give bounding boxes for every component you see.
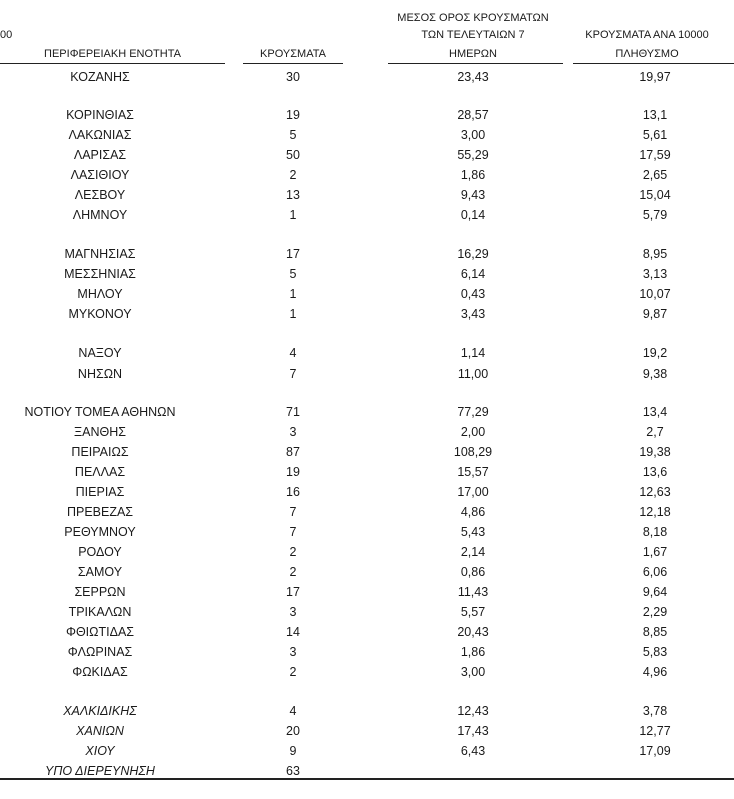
avg7-cell: 12,43 — [457, 704, 489, 718]
per10k-cell: 2,65 — [642, 168, 668, 182]
region-cell: ΣΕΡΡΩΝ — [74, 585, 126, 599]
cases-cell: 1 — [289, 287, 297, 301]
per10k-cell: 12,63 — [639, 485, 671, 499]
avg7-cell: 17,43 — [457, 724, 489, 738]
region-cell: ΛΑΚΩΝΙΑΣ — [68, 128, 132, 142]
avg7-cell: 0,14 — [460, 208, 486, 222]
header-avg7-line2: ΤΩΝ ΤΕΛΕΥΤΑΙΩΝ 7 — [421, 29, 525, 41]
bottom-rule — [0, 778, 734, 780]
avg7-cell: 1,86 — [460, 168, 486, 182]
avg7-cell: 17,00 — [457, 485, 489, 499]
region-cell: ΚΟΡΙΝΘΙΑΣ — [66, 108, 134, 122]
region-cell: ΦΩΚΙΔΑΣ — [72, 665, 128, 679]
avg7-cell: 5,43 — [460, 525, 486, 539]
avg7-cell: 16,29 — [457, 247, 489, 261]
per10k-cell: 8,18 — [642, 525, 668, 539]
header-avg7-line3: ΗΜΕΡΩΝ — [449, 48, 497, 60]
cases-cell: 4 — [289, 346, 297, 360]
cases-cell: 2 — [289, 565, 297, 579]
per10k-cell: 19,38 — [639, 445, 671, 459]
avg7-cell: 11,00 — [457, 367, 489, 381]
region-cell: ΜΥΚΟΝΟΥ — [68, 307, 132, 321]
cases-cell: 4 — [289, 704, 297, 718]
avg7-cell: 1,86 — [460, 645, 486, 659]
region-cell: ΜΑΓΝΗΣΙΑΣ — [64, 247, 136, 261]
per10k-cell: 9,38 — [642, 367, 668, 381]
region-cell: ΡΕΘΥΜΝΟΥ — [64, 525, 136, 539]
per10k-cell: 17,09 — [639, 744, 671, 758]
per10k-cell: 1,67 — [642, 545, 668, 559]
avg7-cell: 3,00 — [460, 128, 486, 142]
region-cell: ΡΟΔΟΥ — [78, 545, 122, 559]
header-underline-per10k — [573, 63, 734, 64]
header-per10k-line2: ΠΛΗΘΥΣΜΟ — [615, 48, 679, 60]
header-fragment: 00 — [0, 29, 13, 41]
per10k-cell: 3,78 — [642, 704, 668, 718]
per10k-cell: 4,96 — [642, 665, 668, 679]
region-cell: ΝΟΤΙΟΥ ΤΟΜΕΑ ΑΘΗΝΩΝ — [24, 405, 176, 419]
avg7-cell: 0,86 — [460, 565, 486, 579]
region-cell: ΠΡΕΒΕΖΑΣ — [66, 505, 134, 519]
region-cell: ΚΟΖΑΝΗΣ — [70, 70, 130, 84]
cases-cell: 19 — [286, 108, 300, 122]
avg7-cell: 3,43 — [460, 307, 486, 321]
cases-cell: 20 — [286, 724, 300, 738]
cases-cell: 14 — [286, 625, 300, 639]
avg7-cell: 2,00 — [460, 425, 486, 439]
per10k-cell: 13,1 — [642, 108, 668, 122]
per10k-cell: 19,97 — [639, 70, 671, 84]
region-cell: ΝΑΞΟΥ — [78, 346, 122, 360]
per10k-cell: 5,83 — [642, 645, 668, 659]
per10k-cell: 13,4 — [642, 405, 668, 419]
per10k-cell: 10,07 — [639, 287, 671, 301]
region-cell: ΛΑΣΙΘΙΟΥ — [70, 168, 130, 182]
header-cases: ΚΡΟΥΣΜΑΤΑ — [260, 48, 326, 60]
cases-cell: 7 — [289, 505, 297, 519]
avg7-cell: 6,14 — [460, 267, 486, 281]
cases-cell: 87 — [286, 445, 300, 459]
cases-cell: 9 — [289, 744, 297, 758]
region-cell: ΛΑΡΙΣΑΣ — [73, 148, 127, 162]
avg7-cell: 5,57 — [460, 605, 486, 619]
avg7-cell: 3,00 — [460, 665, 486, 679]
region-cell: ΠΕΛΛΑΣ — [74, 465, 126, 479]
avg7-cell: 11,43 — [457, 585, 489, 599]
region-cell: ΧΙΟΥ — [85, 744, 115, 758]
per10k-cell: 5,61 — [642, 128, 668, 142]
cases-cell: 2 — [289, 168, 297, 182]
header-underline-avg7 — [388, 63, 563, 64]
per10k-cell: 15,04 — [639, 188, 671, 202]
per10k-cell: 17,59 — [639, 148, 671, 162]
region-cell: ΞΑΝΘΗΣ — [74, 425, 126, 439]
region-cell: ΜΗΛΟΥ — [77, 287, 123, 301]
cases-cell: 19 — [286, 465, 300, 479]
header-underline-cases — [243, 63, 343, 64]
avg7-cell: 20,43 — [457, 625, 489, 639]
per10k-cell: 9,64 — [642, 585, 668, 599]
per10k-cell: 19,2 — [642, 346, 668, 360]
cases-cell: 3 — [289, 605, 297, 619]
avg7-cell: 23,43 — [457, 70, 489, 84]
per10k-cell: 8,95 — [642, 247, 668, 261]
avg7-cell: 0,43 — [460, 287, 486, 301]
region-cell: ΜΕΣΣΗΝΙΑΣ — [64, 267, 136, 281]
cases-cell: 2 — [289, 545, 297, 559]
header-per10k-line1: ΚΡΟΥΣΜΑΤΑ ΑΝΑ 10000 — [585, 29, 709, 41]
cases-cell: 17 — [286, 247, 300, 261]
region-cell: ΦΘΙΩΤΙΔΑΣ — [65, 625, 135, 639]
cases-cell: 2 — [289, 665, 297, 679]
avg7-cell: 108,29 — [453, 445, 493, 459]
avg7-cell: 15,57 — [457, 465, 489, 479]
cases-cell: 5 — [289, 128, 297, 142]
cases-cell: 17 — [286, 585, 300, 599]
per10k-cell: 13,6 — [642, 465, 668, 479]
cases-cell: 1 — [289, 208, 297, 222]
header-underline-region — [0, 63, 225, 64]
region-cell: ΦΛΩΡΙΝΑΣ — [67, 645, 133, 659]
region-cell: ΧΑΝΙΩΝ — [76, 724, 124, 738]
per10k-cell: 2,29 — [642, 605, 668, 619]
region-cell: ΠΕΙΡΑΙΩΣ — [71, 445, 129, 459]
cases-cell: 71 — [286, 405, 300, 419]
region-cell: ΥΠΟ ΔΙΕΡΕΥΝΗΣΗ — [45, 764, 155, 778]
per10k-cell: 2,7 — [646, 425, 664, 439]
region-cell: ΛΕΣΒΟΥ — [74, 188, 126, 202]
region-cell: ΧΑΛΚΙΔΙΚΗΣ — [63, 704, 137, 718]
cases-cell: 13 — [286, 188, 300, 202]
per10k-cell: 12,18 — [639, 505, 671, 519]
region-cell: ΠΙΕΡΙΑΣ — [75, 485, 125, 499]
region-cell: ΤΡΙΚΑΛΩΝ — [68, 605, 132, 619]
per10k-cell: 9,87 — [642, 307, 668, 321]
avg7-cell: 77,29 — [457, 405, 489, 419]
cases-cell: 7 — [289, 367, 297, 381]
cases-cell: 7 — [289, 525, 297, 539]
cases-cell: 3 — [289, 425, 297, 439]
cases-cell: 30 — [286, 70, 300, 84]
per10k-cell: 3,13 — [642, 267, 668, 281]
avg7-cell: 6,43 — [460, 744, 486, 758]
cases-cell: 63 — [286, 764, 300, 778]
region-cell: ΛΗΜΝΟΥ — [72, 208, 128, 222]
region-cell: ΝΗΣΩΝ — [77, 367, 123, 381]
avg7-cell: 55,29 — [457, 148, 489, 162]
per10k-cell: 8,85 — [642, 625, 668, 639]
header-region: ΠΕΡΙΦΕΡΕΙΑΚΗ ΕΝΟΤΗΤΑ — [44, 48, 181, 60]
cases-cell: 16 — [286, 485, 300, 499]
avg7-cell: 1,14 — [460, 346, 486, 360]
header-avg7-line1: ΜΕΣΟΣ ΟΡΟΣ ΚΡΟΥΣΜΑΤΩΝ — [397, 12, 549, 24]
avg7-cell: 9,43 — [460, 188, 486, 202]
cases-cell: 5 — [289, 267, 297, 281]
per10k-cell: 12,77 — [639, 724, 671, 738]
cases-cell: 3 — [289, 645, 297, 659]
avg7-cell: 2,14 — [460, 545, 486, 559]
cases-cell: 50 — [286, 148, 300, 162]
per10k-cell: 6,06 — [642, 565, 668, 579]
avg7-cell: 4,86 — [460, 505, 486, 519]
avg7-cell: 28,57 — [457, 108, 489, 122]
region-cell: ΣΑΜΟΥ — [77, 565, 123, 579]
per10k-cell: 5,79 — [642, 208, 668, 222]
cases-cell: 1 — [289, 307, 297, 321]
